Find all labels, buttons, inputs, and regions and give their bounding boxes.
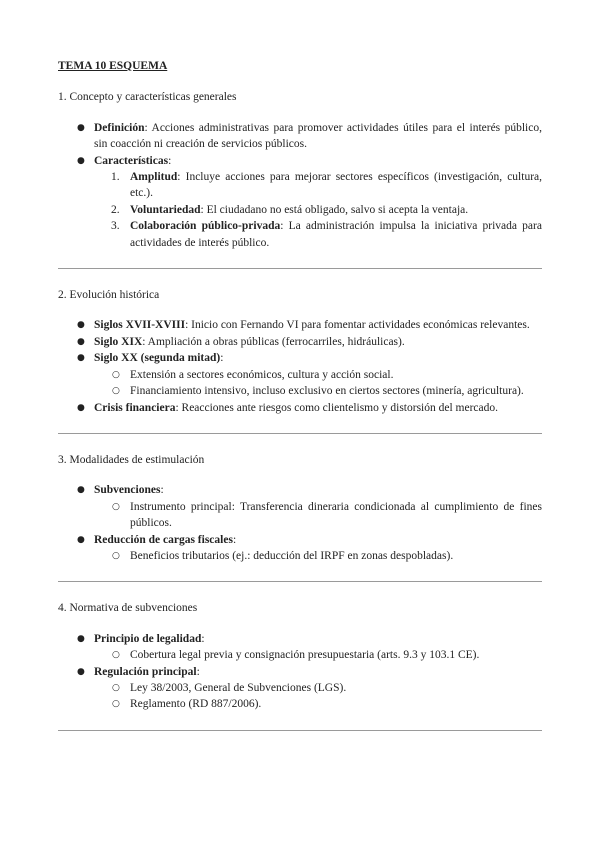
item-number: 2. xyxy=(111,203,120,216)
list-item xyxy=(58,350,542,399)
item-label: Siglo XIX xyxy=(94,335,143,348)
document-title: TEMA 10 ESQUEMA xyxy=(58,60,168,72)
section-1 xyxy=(58,89,542,251)
item-text: : Ampliación a obras públicas (ferrocarriles, hidráulicas). xyxy=(142,335,405,348)
list-item xyxy=(58,334,542,350)
section-3 xyxy=(58,452,542,564)
section-heading: 2. Evolución histórica xyxy=(58,289,160,302)
item-text: : Reacciones ante riesgos como clientelismo y distorsión del mercado. xyxy=(175,401,499,414)
sub-list xyxy=(94,548,542,564)
item-label: Reducción de cargas fiscales xyxy=(94,533,233,546)
item-label: Características xyxy=(94,154,169,167)
sub-item: ○ Extensión a sectores económicos, cultura y acción social. xyxy=(94,367,542,383)
bullet-list xyxy=(58,120,542,251)
sub-list xyxy=(94,499,542,532)
sub-list xyxy=(94,367,542,400)
document-page xyxy=(58,58,542,749)
item-label: Siglo XX (segunda mitad) xyxy=(94,352,221,365)
item-label: Subvenciones xyxy=(94,484,161,497)
item-text: : xyxy=(168,154,172,167)
sub-item: ○ Reglamento (RD 887/2006). xyxy=(94,696,542,712)
sub-item: ○ Instrumento principal: Transferencia dineraria condicionada al cumplimiento de fines públicos. xyxy=(94,499,542,532)
item-text: : xyxy=(196,665,200,678)
numbered-list xyxy=(94,169,542,251)
bullet-list xyxy=(58,317,542,415)
section-divider xyxy=(58,581,542,582)
list-item xyxy=(58,664,542,713)
list-item xyxy=(58,400,542,416)
item-text: : Inicio con Fernando VI para fomentar actividades económicas relevantes. xyxy=(185,319,530,332)
section-2 xyxy=(58,287,542,416)
sub-item: ○ Financiamiento intensivo, incluso exclusivo en ciertos sectores (minería, agricultura). xyxy=(94,383,542,399)
section-divider xyxy=(58,730,542,731)
item-text: : xyxy=(232,533,237,546)
item-label: Siglos XVII-XVIII xyxy=(94,319,186,332)
sub-item: ○ Beneficios tributarios (ej.: deducción del IRPF en zonas despobladas). xyxy=(94,548,542,564)
numbered-item xyxy=(94,218,542,251)
numbered-item xyxy=(94,169,542,202)
item-text: : Incluye acciones para mejorar sectores específicos (investigación, cultura, etc.). xyxy=(130,171,542,200)
item-label: Crisis financiera xyxy=(94,401,176,414)
list-item xyxy=(58,532,542,565)
item-text: : La administración impulsa la iniciativa privada para actividades de interés público. xyxy=(130,220,542,249)
sub-list xyxy=(94,680,542,713)
item-label: Amplitud xyxy=(130,171,178,184)
list-item xyxy=(58,317,542,333)
list-item xyxy=(58,482,542,531)
item-text: : xyxy=(220,352,224,365)
sub-item: ○ Cobertura legal previa y consignación presupuestaria (arts. 9.3 y 103.1 CE). xyxy=(94,647,542,663)
item-number: 3. xyxy=(111,220,120,233)
sub-list xyxy=(94,647,542,663)
item-label: Colaboración público-privada xyxy=(130,220,281,233)
item-label: Principio de legalidad xyxy=(94,632,202,645)
sub-item: ○ Ley 38/2003, General de Subvenciones (LGS). xyxy=(94,680,542,696)
item-text: : Acciones administrativas para promover actividades útiles para el interés público, sin coacción ni creación de servicios públicos. xyxy=(94,121,542,151)
numbered-item xyxy=(94,202,542,218)
list-item xyxy=(58,631,542,664)
section-heading: 1. Concepto y características generales xyxy=(58,91,237,104)
item-text: : xyxy=(160,484,164,497)
section-4 xyxy=(58,600,542,712)
list-item xyxy=(58,153,542,251)
item-label: Regulación principal xyxy=(94,665,197,678)
section-heading: 4. Normativa de subvenciones xyxy=(58,602,198,615)
item-text: : xyxy=(201,632,205,645)
item-number: 1. xyxy=(111,171,120,184)
item-label: Voluntariedad xyxy=(130,203,201,216)
section-divider xyxy=(58,433,542,434)
section-heading: 3. Modalidades de estimulación xyxy=(58,453,205,466)
item-label: Definición xyxy=(94,121,145,134)
bullet-list xyxy=(58,482,542,564)
section-divider xyxy=(58,268,542,269)
item-text: : El ciudadano no está obligado, salvo si acepta la ventaja. xyxy=(200,203,469,216)
bullet-list xyxy=(58,631,542,713)
list-item xyxy=(58,120,542,153)
